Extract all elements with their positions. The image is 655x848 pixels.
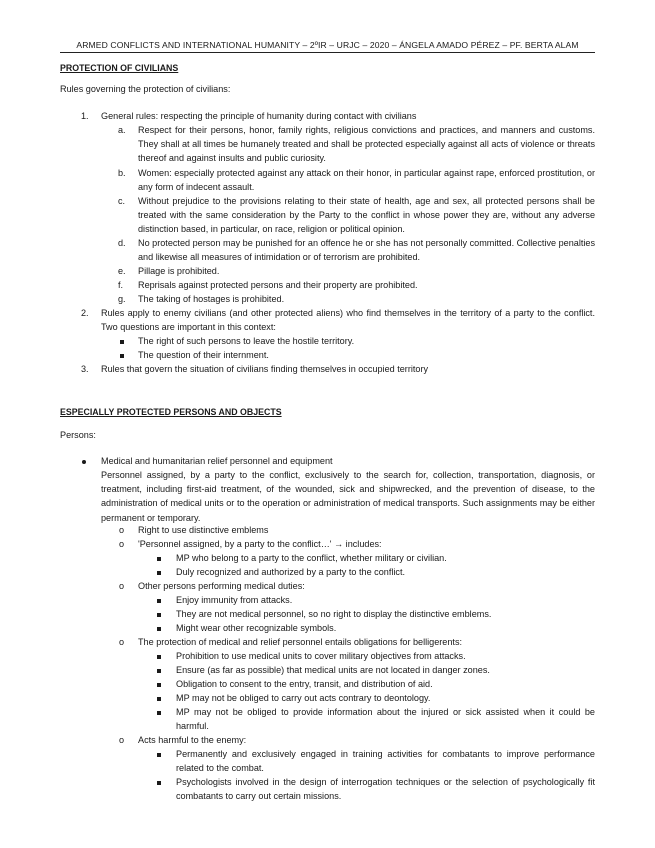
bullet-square — [157, 607, 161, 621]
bullet-circle: o — [119, 539, 125, 549]
list-item: MP may not be obliged to provide information about the injured or sick assisted when it could be harmful. — [176, 707, 595, 732]
list-letter: c. — [118, 196, 126, 206]
bullet-square — [157, 663, 161, 677]
bullet-square — [120, 348, 124, 362]
list-item: The question of their internment. — [138, 350, 269, 360]
bullet-square — [157, 775, 161, 789]
list-item: Medical and humanitarian relief personnel and equipment — [101, 456, 333, 466]
bullet-square — [157, 691, 161, 705]
bullet-square — [157, 677, 161, 691]
list-item: Pillage is prohibited. — [138, 266, 220, 276]
list-item: No protected person may be punished for an offence he or she has not personally committed. Collective penalties and likewise all measures of intimidation or of terrorism are prohibited. — [138, 238, 595, 263]
list-item: Might wear other recognizable symbols. — [176, 623, 337, 633]
list-item: Reprisals against protected persons and their property are prohibited. — [138, 280, 418, 290]
list-item: They are not medical personnel, so no right to display the distinctive emblems. — [176, 609, 492, 619]
bullet-circle: o — [119, 525, 125, 535]
list-item: The right of such persons to leave the hostile territory. — [138, 336, 355, 346]
list-item: Rules that govern the situation of civilians finding themselves in occupied territory — [101, 364, 429, 374]
bullet-square — [157, 565, 161, 579]
list-item: 'Personnel assigned, by a party to the conflict…' → includes: — [138, 539, 382, 549]
bullet-square — [157, 621, 161, 635]
list-number: 3. — [81, 364, 89, 374]
list-letter: a. — [118, 125, 126, 135]
bullet-square — [157, 551, 161, 565]
section-title-protection-of-civilians: PROTECTION OF CIVILIANS — [60, 63, 179, 73]
list-item: Enjoy immunity from attacks. — [176, 595, 293, 605]
bullet-dot — [82, 454, 86, 468]
page-header: ARMED CONFLICTS AND INTERNATIONAL HUMANITY – 2ºIR – URJC – 2020 – ÁNGELA AMADO PÉREZ – PF. BERTA ALAM — [60, 39, 595, 53]
list-number: 2. — [81, 308, 89, 318]
list-item: Permanently and exclusively engaged in training activities for combatants to improve performance related to the combat. — [176, 749, 595, 774]
list-item: The taking of hostages is prohibited. — [138, 294, 285, 304]
list-item: Without prejudice to the provisions relating to their state of health, age and sex, all protected persons shall be treated with the same consideration by the Party to the conflict in whose power they are, without any adverse distinction based, in particular, on race, religion or political opinion. — [138, 196, 595, 235]
list-item: Ensure (as far as possible) that medical units are not located in danger zones. — [176, 665, 490, 675]
list-item: Psychologists involved in the design of interrogation techniques or the selection of psychologically fit combatants to carry out certain missions. — [176, 777, 595, 802]
list-letter: e. — [118, 266, 126, 276]
list-item: Acts harmful to the enemy: — [138, 735, 247, 745]
bullet-circle: o — [119, 735, 125, 745]
list-item: Respect for their persons, honor, family rights, religious convictions and practices, and manners and customs. They shall at all times be humanely treated and shall be protected especially against all acts of violence or threats thereof and against insults and public curiosity. — [138, 125, 595, 164]
list-item: Duly recognized and authorized by a party to the conflict. — [176, 567, 405, 577]
list-item: Rules apply to enemy civilians (and other protected aliens) who find themselves in the territory of a party to the conflict. Two questions are important in this context: — [101, 308, 595, 333]
list-item: Obligation to consent to the entry, transit, and distribution of aid. — [176, 679, 433, 689]
bullet-circle: o — [119, 581, 125, 591]
bullet-square — [157, 593, 161, 607]
bullet-square — [157, 705, 161, 719]
bullet-square — [157, 649, 161, 663]
paragraph: Personnel assigned, by a party to the conflict, exclusively to the search for, collection, transportation, diagnosis, or treatment, including first-aid treatment, of the wounded, sick and shipwrecked, and the prevention of disease, to the administration of medical units or to the operation or administration of medical transports. Such assignments may be either permanent or temporary. — [101, 470, 595, 523]
list-item: General rules: respecting the principle of humanity during contact with civilians — [101, 111, 417, 121]
list-item: Right to use distinctive emblems — [138, 525, 269, 535]
persons-label: Persons: — [60, 430, 96, 440]
list-item: Women: especially protected against any attack on their honor, in particular against rape, enforced prostitution, or any form of indecent assault. — [138, 168, 595, 193]
list-number: 1. — [81, 111, 89, 121]
list-letter: b. — [118, 168, 126, 178]
list-item: MP who belong to a party to the conflict, whether military or civilian. — [176, 553, 447, 563]
list-letter: f. — [118, 280, 124, 290]
list-item: MP may not be obliged to carry out acts contrary to deontology. — [176, 693, 431, 703]
section-title-protected-persons: ESPECIALLY PROTECTED PERSONS AND OBJECTS — [60, 407, 282, 417]
intro-text: Rules governing the protection of civilians: — [60, 84, 231, 94]
list-letter: d. — [118, 238, 126, 248]
bullet-square — [120, 334, 124, 348]
list-item: Other persons performing medical duties: — [138, 581, 305, 591]
list-item: The protection of medical and relief personnel entails obligations for belligerents: — [138, 637, 463, 647]
list-letter: g. — [118, 294, 126, 304]
bullet-circle: o — [119, 637, 125, 647]
list-item: Prohibition to use medical units to cover military objectives from attacks. — [176, 651, 466, 661]
bullet-square — [157, 747, 161, 761]
